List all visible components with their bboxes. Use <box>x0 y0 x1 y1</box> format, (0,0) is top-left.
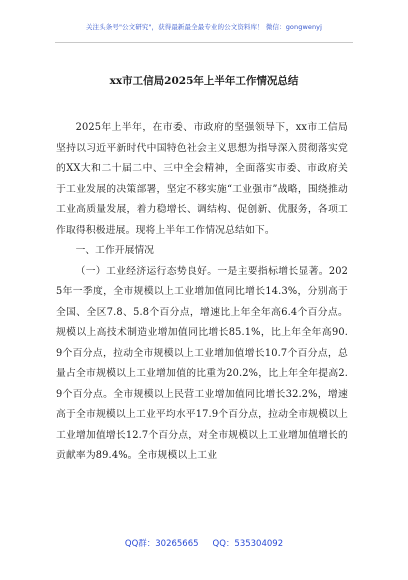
header-divider <box>55 42 353 43</box>
intro-paragraph: 2025年上半年，在市委、市政府的坚强领导下，xx市工信局坚持以习近平新时代中国特色社会主义思想为指导深入贯彻落实党的XX大和二十届二中、三中全会精神，全面落实市委、市政府关于工业发展的决策部署，坚定不移实施“工业强市”战略，围绕推动工业高质量发展，着力稳增长、调结构、促创新、优服务，各项工作取得积极进展。现将上半年工作情况总结如下。 <box>56 122 348 236</box>
body-paragraph: （一）工业经济运行态势良好。一是主要指标增长显著。2025年一季度，全市规模以上工业增加值同比增长14.3%，分别高于全国、全区7.8、5.8个百分点，增速比上年全年高6.4个百分点。规模以上高技术制造业增加值同比增长85.1%，比上年全年高90.9个百分点，拉动全市规模以上工业增加值增长10.7个百分点，总量占全市规模以上工业增加值的比重为20.2%，比上年全年提高2.9个百分点。全市规模以上民营工业增加值同比增长32.2%，增速高于全市规模以上工业平均水平17.9个百分点，拉动全市规模以上工业增加值增长12.7个百分点，对全市规模以上工业增加值增长的贡献率为89.4%。全市规模以上工业 <box>56 265 348 461</box>
header-banner: 关注头条号"公文研究"，获得最新最全最专业的公文资料库！ 微信：gongwenyj <box>85 23 323 31</box>
qq-group-number: QQ群：30265665 <box>124 539 199 549</box>
qq-number: QQ：535304092 <box>212 539 284 549</box>
footer-contact <box>0 537 408 549</box>
document-body <box>56 118 348 467</box>
section-heading: 一、工作开展情况 <box>75 245 154 256</box>
document-title: xx市工信局2025年上半年工作情况总结 <box>109 75 299 87</box>
